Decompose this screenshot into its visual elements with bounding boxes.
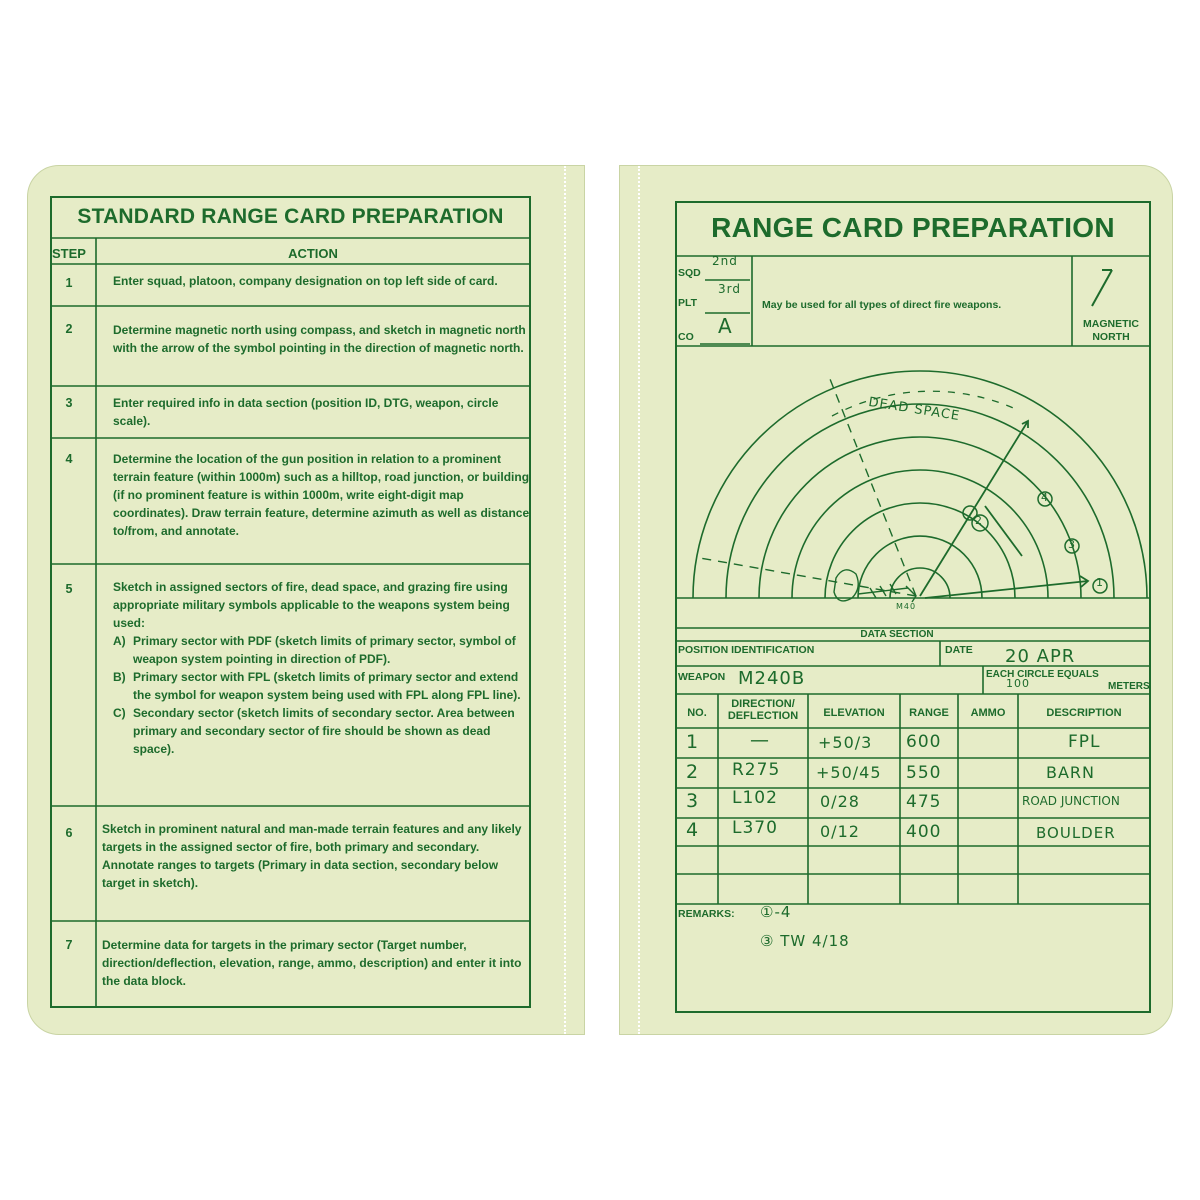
sub-text: Primary sector with FPL (sketch limits of primary sector and extend the symbol for weapon system being used with FPL along FPL line). bbox=[133, 670, 521, 702]
row-no: 2 bbox=[686, 761, 700, 783]
instruction-card bbox=[27, 165, 585, 1035]
step-number: 4 bbox=[65, 452, 73, 466]
row-description: ROAD JUNCTION bbox=[1022, 794, 1120, 808]
co-value: A bbox=[718, 314, 733, 338]
step-5-sub-c bbox=[113, 704, 533, 758]
col-range-header: RANGE bbox=[909, 707, 949, 719]
step-number: 6 bbox=[65, 826, 73, 840]
plt-value: 3rd bbox=[718, 282, 741, 296]
row-elevation: 0/12 bbox=[820, 822, 860, 841]
step-column-header: STEP bbox=[52, 246, 86, 261]
sub-text: Primary sector with PDF (sketch limits of primary sector, symbol of weapon system pointing in direction of PDF). bbox=[133, 634, 516, 666]
target-label-2: 2 bbox=[975, 514, 983, 527]
circle-equals-label: EACH CIRCLE EQUALS bbox=[986, 669, 1099, 680]
row-elevation: +50/45 bbox=[816, 763, 882, 782]
target-label-4: 4 bbox=[1041, 491, 1049, 504]
row-elevation: +50/3 bbox=[818, 733, 873, 752]
row-description: FPL bbox=[1068, 732, 1101, 752]
step-number: 5 bbox=[65, 582, 73, 596]
dead-space-annotation: DEAD SPACE bbox=[867, 394, 962, 425]
sqd-label: SQD bbox=[678, 267, 701, 279]
fire-lines bbox=[920, 421, 1088, 598]
row-no: 3 bbox=[686, 790, 700, 812]
gun-position-sketch bbox=[834, 570, 916, 602]
step-action-text: Determine magnetic north using compass, and sketch in magnetic north with the arrow of the symbol pointing in the direction of magnetic north. bbox=[113, 323, 526, 355]
row-direction: — bbox=[750, 729, 770, 751]
step-action-text: Determine data for targets in the primary sector (Target number, direction/deflection, elevation, range, ammo, description) and enter it into the data block. bbox=[102, 938, 522, 988]
date-value: 20 APR bbox=[1005, 646, 1076, 667]
plt-label: PLT bbox=[678, 297, 698, 309]
gun-label: M40 bbox=[896, 602, 917, 611]
row-range: 600 bbox=[906, 732, 942, 752]
action-column-header: ACTION bbox=[288, 246, 338, 261]
step-5-sub-b bbox=[113, 668, 533, 704]
meters-label: METERS bbox=[1108, 681, 1150, 692]
form-note: May be used for all types of direct fire weapons. bbox=[762, 299, 1002, 311]
step-number: 3 bbox=[65, 396, 73, 410]
row-no: 1 bbox=[686, 731, 700, 753]
col-description-header: DESCRIPTION bbox=[1046, 707, 1122, 719]
step-5-sub-a bbox=[113, 632, 533, 668]
sub-letter: C) bbox=[113, 706, 126, 720]
remark-line: ③ TW 4/18 bbox=[760, 932, 850, 950]
step-number: 7 bbox=[65, 938, 73, 952]
magnetic-north-arrow bbox=[1092, 270, 1112, 306]
date-label: DATE bbox=[945, 644, 973, 656]
row-description: BOULDER bbox=[1036, 824, 1116, 842]
sub-text: Secondary sector (sketch limits of secondary sector. Area between primary and secondary sector of fire should be shown as dead space). bbox=[133, 706, 515, 756]
weapon-value: M240B bbox=[738, 668, 806, 689]
row-no: 4 bbox=[686, 819, 700, 841]
step-action-text: Sketch in prominent natural and man-made terrain features and any likely targets in the assigned sector of fire, both primary and secondary. Annotate ranges to targets (Primary in data section, secondary below target in sketch). bbox=[102, 822, 522, 890]
sub-letter: B) bbox=[113, 670, 126, 684]
remark-line: ①-4 bbox=[760, 903, 792, 921]
step-action-text: Determine the location of the gun position in relation to a prominent terrain feature (within 1000m) such as a hilltop, road junction, or building (if no prominent feature is within 1000m, write eight-digit map coordinates). Draw terrain feature, determine azimuth as well as distance to/from, and annotate. bbox=[113, 452, 530, 538]
circle-value: 100 bbox=[1006, 677, 1030, 690]
step-action-text: Enter squad, platoon, company designation on top left side of card. bbox=[113, 274, 498, 288]
target-label-3: 3 bbox=[1068, 538, 1076, 551]
step-action-text: Enter required info in data section (position ID, DTG, weapon, circle scale). bbox=[113, 396, 499, 428]
col-ammo-header: AMMO bbox=[970, 707, 1006, 719]
row-direction: L370 bbox=[732, 818, 778, 838]
row-direction: L102 bbox=[732, 788, 778, 808]
range-card-title: RANGE CARD PREPARATION bbox=[711, 212, 1115, 243]
step-5-intro: Sketch in assigned sectors of fire, dead space, and grazing fire using appropriate military symbols applicable to the weapons system being used: bbox=[113, 580, 510, 630]
step-number: 2 bbox=[65, 322, 73, 336]
position-id-label: POSITION IDENTIFICATION bbox=[678, 644, 815, 656]
instruction-title: STANDARD RANGE CARD PREPARATION bbox=[77, 205, 504, 228]
row-elevation: 0/28 bbox=[820, 792, 860, 811]
col-no-header: NO. bbox=[687, 707, 707, 719]
row-range: 475 bbox=[906, 792, 942, 812]
step-action-text bbox=[113, 578, 533, 758]
data-section-label: DATA SECTION bbox=[860, 629, 934, 640]
row-direction: R275 bbox=[732, 760, 781, 780]
col-elevation-header: ELEVATION bbox=[823, 707, 885, 719]
row-range: 550 bbox=[906, 763, 942, 783]
co-label: CO bbox=[678, 331, 694, 343]
range-card bbox=[619, 165, 1173, 1035]
range-card-grid bbox=[620, 166, 1174, 1036]
sqd-value: 2nd bbox=[712, 254, 738, 268]
step-number: 1 bbox=[65, 276, 73, 290]
remarks-label: REMARKS: bbox=[678, 908, 735, 920]
sub-letter: A) bbox=[113, 634, 126, 648]
row-range: 400 bbox=[906, 822, 942, 842]
col-direction-header: DIRECTION/ DEFLECTION bbox=[727, 698, 799, 722]
magnetic-north-label: MAGNETIC NORTH bbox=[1083, 318, 1139, 343]
target-label-1: 1 bbox=[1096, 576, 1104, 589]
row-description: BARN bbox=[1046, 763, 1096, 782]
weapon-label: WEAPON bbox=[678, 671, 726, 683]
